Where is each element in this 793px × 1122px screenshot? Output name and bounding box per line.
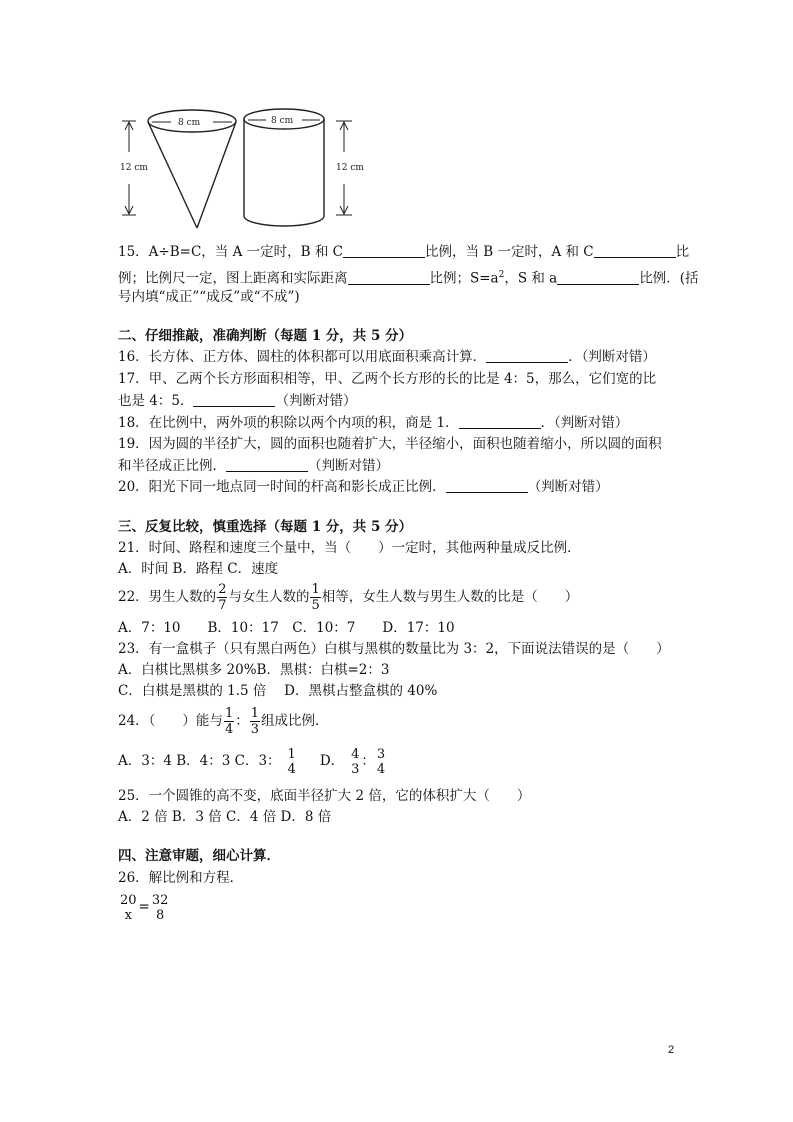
question-23: 23．有一盒棋子（只有黑白两色）白棋与黑棋的数量比为 3：2，下面说法错误的是（ ） xyxy=(118,641,670,657)
q24-d2-num: 3 xyxy=(376,746,386,762)
question-15-line-3 xyxy=(118,286,300,308)
q15-blank-4[interactable] xyxy=(557,270,639,285)
q24-option-c-fraction xyxy=(287,747,297,777)
q22-fraction-1 xyxy=(217,582,227,613)
question-21-options: A．时间 B．路程 C．速度 xyxy=(118,561,279,577)
page-number: 2 xyxy=(668,1044,675,1056)
question-24-options xyxy=(118,746,387,777)
q15-blank-3[interactable] xyxy=(348,270,430,285)
q20-text: 20．阳光下同一地点同一时间的杆高和影长成正比例． xyxy=(118,479,446,495)
question-26: 26．解比例和方程． xyxy=(118,870,244,886)
q16-blank[interactable] xyxy=(486,348,568,363)
cone-cylinder-figure xyxy=(116,104,366,230)
question-21: 21．时间、路程和速度三个量中，当（ ）一定时，其他两种量成反比例． xyxy=(118,540,581,556)
eq-left-den: x xyxy=(124,907,132,923)
q24-option-d-label: D． xyxy=(319,753,345,769)
question-26-equation xyxy=(118,890,170,924)
question-15-line-1 xyxy=(118,241,689,263)
question-17-line-1: 17．甲、乙两个长方形面积相等，甲、乙两个长方形的长的比是 4：5，那么，它们宽的比 xyxy=(118,371,657,387)
question-22-options: A．7：10 B．10：17 C．10：7 D．17：10 xyxy=(118,620,455,636)
question-16 xyxy=(118,346,656,368)
q20-suffix: （判断对错） xyxy=(527,479,609,495)
q18-suffix: ．（判断对错） xyxy=(540,415,629,431)
cylinder-diameter-label: 8 cm xyxy=(271,116,294,126)
q19-blank[interactable] xyxy=(226,457,308,472)
q24-d2-den: 4 xyxy=(376,761,386,777)
question-22 xyxy=(118,582,578,613)
q24-c-den: 4 xyxy=(287,761,296,777)
q24-f2-den: 3 xyxy=(250,722,259,737)
q24-text-a: 24．（ ）能与 xyxy=(118,713,223,729)
question-25: 25．一个圆锥的高不变，底面半径扩大 2 倍，它的体积扩大（ ） xyxy=(118,788,531,804)
question-25-options: A．2 倍 B．3 倍 C．4 倍 D．8 倍 xyxy=(118,809,332,825)
question-17-line-2 xyxy=(118,390,356,412)
equation-left-fraction xyxy=(119,893,138,923)
q15-text-a: 15．A÷B=C，当 A 一定时，B 和 C xyxy=(118,244,343,260)
question-19-line-1: 19．因为圆的半径扩大，圆的面积也随着扩大，半径缩小，面积也随着缩小，所以圆的面积 xyxy=(118,436,662,452)
q19-text: 和半径成正比例． xyxy=(118,458,226,474)
q15-blank-1[interactable] xyxy=(343,243,425,258)
q22-f2-den: 5 xyxy=(311,598,320,613)
eq-left-num: 20 xyxy=(120,892,137,908)
q24-option-d-fraction-1 xyxy=(350,747,360,777)
q24-d1-den: 3 xyxy=(351,761,360,777)
q15-text-c: 比 xyxy=(675,244,690,260)
q24-colon: ： xyxy=(235,713,249,729)
q24-text-b: 组成比例． xyxy=(261,713,329,729)
q24-f2-num: 1 xyxy=(250,706,259,721)
q22-f1-den: 7 xyxy=(218,598,227,613)
q24-f1-den: 4 xyxy=(224,722,234,737)
question-18 xyxy=(118,412,628,434)
question-24 xyxy=(118,706,329,737)
q22-fraction-2 xyxy=(310,582,320,613)
question-20 xyxy=(118,476,609,498)
q22-text-c: 相等，女生人数与男生人数的比是（ ） xyxy=(321,589,579,605)
q22-text-b: 与女生人数的 xyxy=(228,589,310,605)
q22-text-a: 22．男生人数的 xyxy=(118,589,217,605)
q15-text-f: ，S 和 a xyxy=(504,270,558,287)
cylinder-shape xyxy=(244,109,324,226)
q19-suffix: （判断对错） xyxy=(308,458,389,474)
q24-d-colon: ： xyxy=(361,753,375,769)
q24-c-num: 1 xyxy=(287,746,296,762)
q22-f1-num: 2 xyxy=(218,582,227,597)
question-23-options-1: A．白棋比黑棋多 20%B．黑棋：白棋=2：3 xyxy=(118,662,390,678)
cone-diameter-label: 8 cm xyxy=(178,118,201,128)
q17-blank[interactable] xyxy=(193,392,275,407)
eq-right-num: 32 xyxy=(151,892,169,908)
equals-sign: = xyxy=(138,899,150,915)
q15-blank-2[interactable] xyxy=(594,243,676,258)
q16-suffix: ．（判断对错） xyxy=(568,349,656,365)
q17-suffix: （判断对错） xyxy=(275,393,357,409)
q24-option-d-fraction-2 xyxy=(376,747,386,777)
section-2-title: 二、仔细推敲，准确判断（每题 1 分，共 5 分） xyxy=(118,328,413,344)
question-19-line-2 xyxy=(118,455,389,477)
section-3-title: 三、反复比较，慎重选择（每题 1 分，共 5 分） xyxy=(118,519,413,535)
q18-blank[interactable] xyxy=(459,414,541,429)
cylinder-height-label: 12 cm xyxy=(336,163,364,173)
q15-superscript: 2 xyxy=(498,270,505,280)
question-23-options-2: C．白棋是黑棋的 1.5 倍 D．黑棋占整盒棋的 40% xyxy=(118,683,438,699)
q24-options-ab: A．3：4 B．4：3 C．3： xyxy=(118,753,281,769)
equation-right-fraction xyxy=(151,893,170,923)
q15-text-b: 比例，当 B 一定时，A 和 C xyxy=(424,244,594,260)
q17-text: 也是 4：5． xyxy=(118,393,194,409)
q16-text: 16．长方体、正方体、圆柱的体积都可以用底面积乘高计算． xyxy=(118,349,487,365)
q24-fraction-1 xyxy=(224,706,234,737)
cone-height-label: 12 cm xyxy=(120,163,148,173)
q15-text-d: 例；比例尺一定，图上距离和实际距离 xyxy=(118,270,348,287)
q15-text-g: 比例．(括 xyxy=(639,270,699,287)
q15-text-h: 号内填“成正”“成反”或“不成”) xyxy=(118,289,300,305)
q24-d1-num: 4 xyxy=(351,746,360,762)
q24-f1-num: 1 xyxy=(224,706,234,721)
q18-text: 18．在比例中，两外项的积除以两个内项的积，商是 1． xyxy=(118,415,459,431)
q22-f2-num: 1 xyxy=(311,582,320,597)
eq-right-den: 8 xyxy=(155,907,165,923)
q24-fraction-2 xyxy=(250,706,260,737)
section-4-title: 四、注意审题，细心计算． xyxy=(118,848,280,864)
q15-text-e: 比例；S=a xyxy=(429,270,499,287)
q20-blank[interactable] xyxy=(446,478,528,493)
